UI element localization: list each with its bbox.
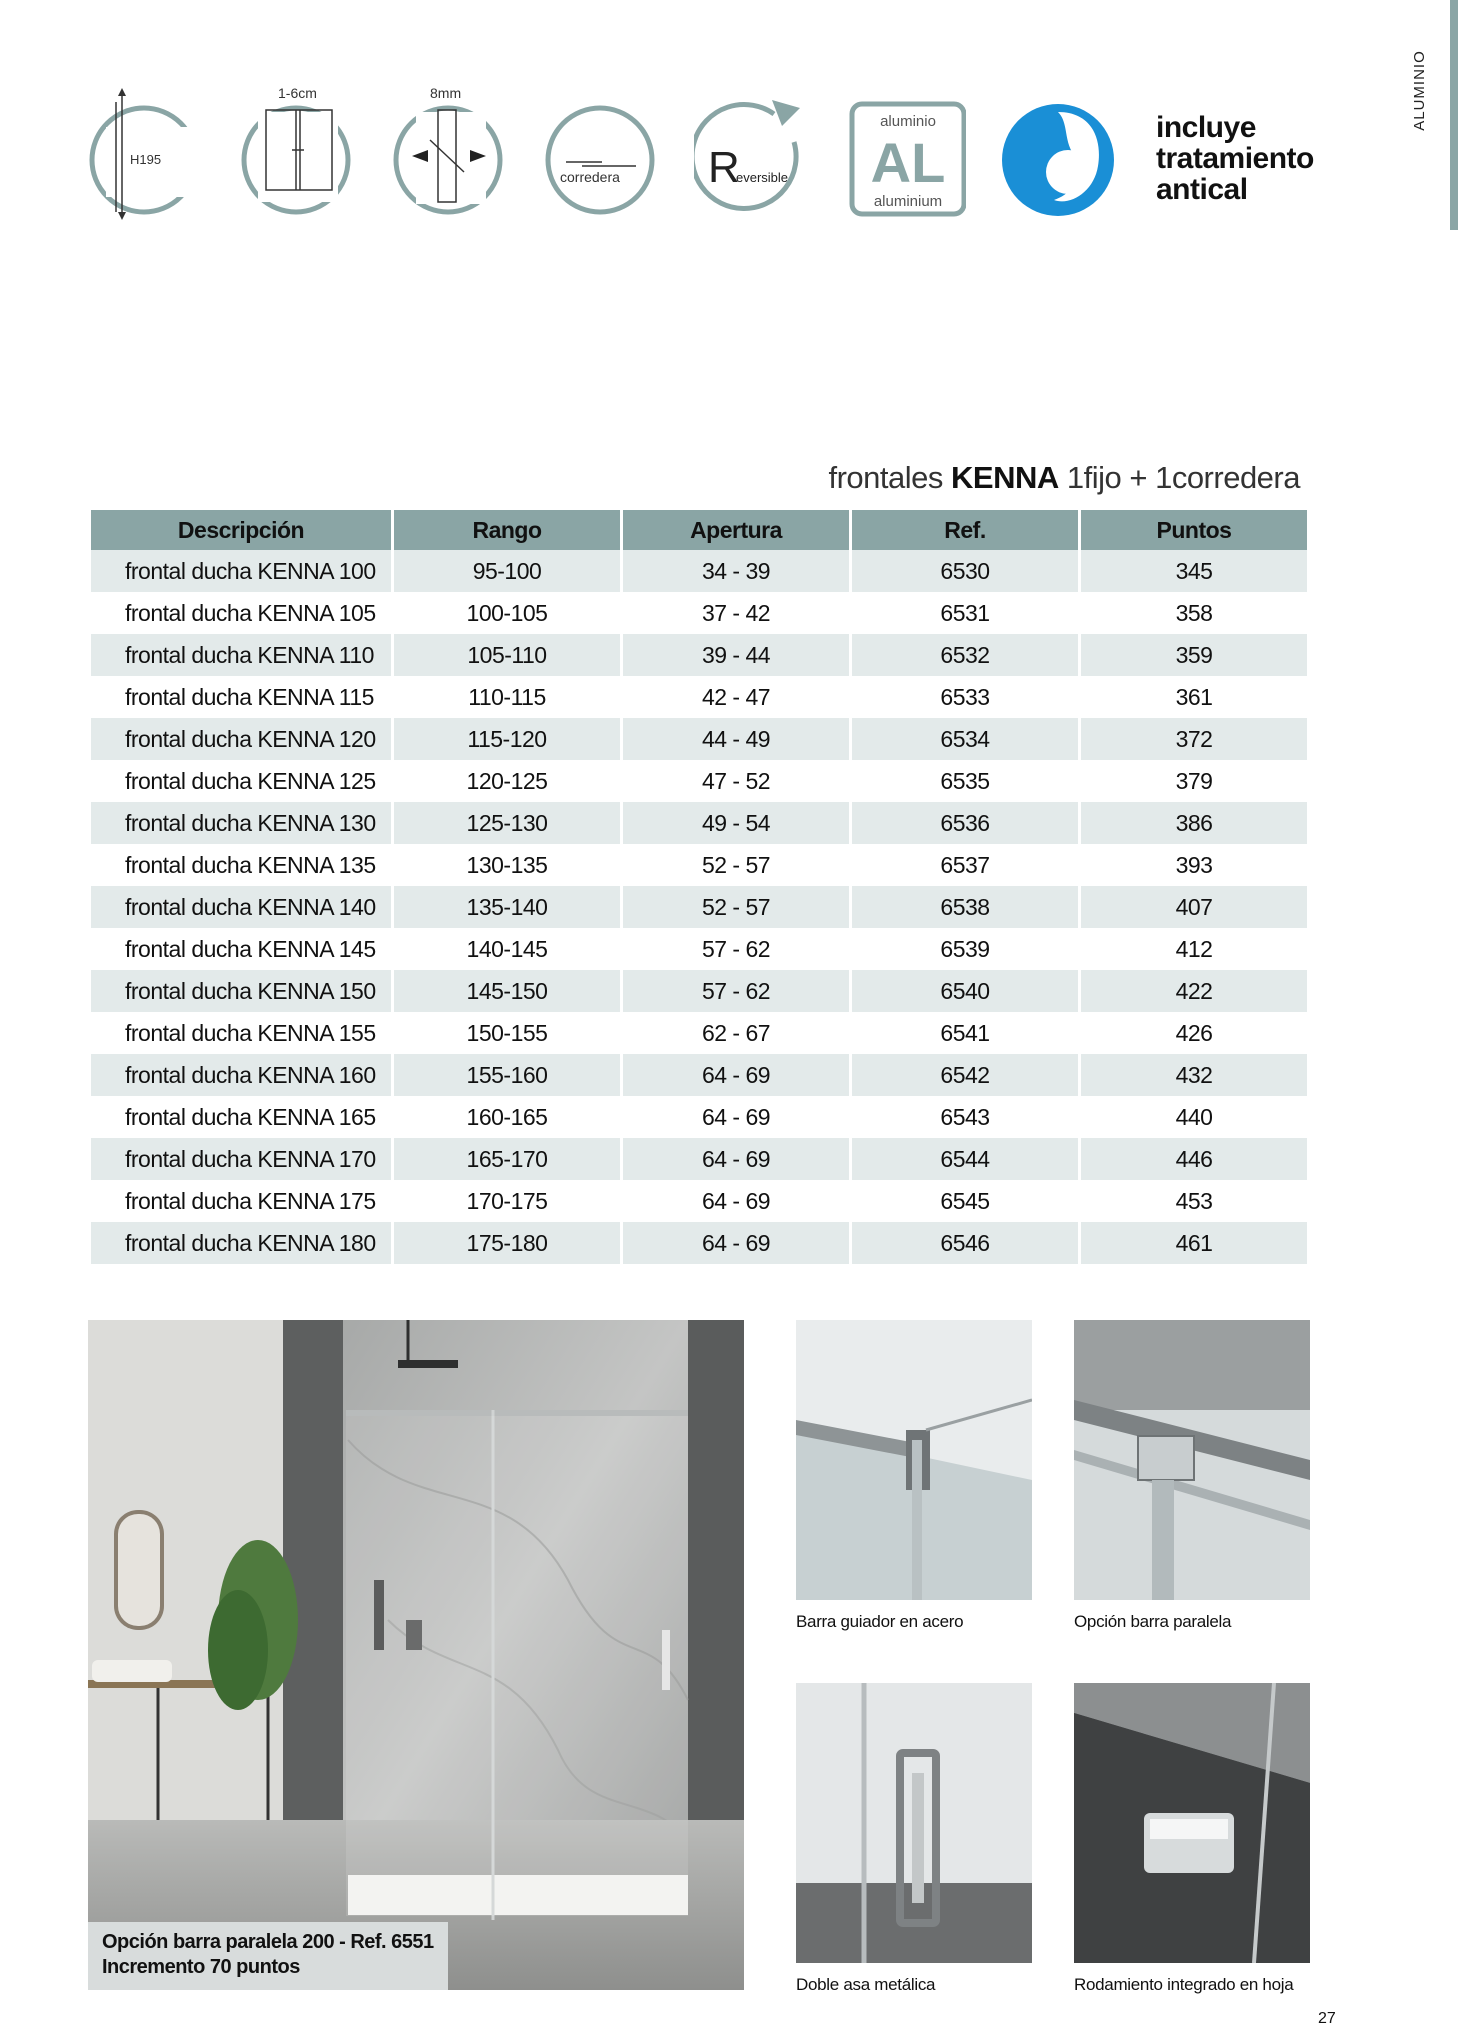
table-row bbox=[91, 634, 1307, 676]
cell-descripcion: frontal ducha KENNA 105 bbox=[91, 592, 391, 634]
cell-puntos: 379 bbox=[1081, 760, 1307, 802]
cell-descripcion: frontal ducha KENNA 145 bbox=[91, 928, 391, 970]
header-puntos: Puntos bbox=[1081, 510, 1307, 550]
cell-puntos: 359 bbox=[1081, 634, 1307, 676]
table-body bbox=[91, 550, 1307, 1264]
thumb-integrated-roller bbox=[1074, 1683, 1310, 1963]
cell-descripcion: frontal ducha KENNA 135 bbox=[91, 844, 391, 886]
cell-rango: 170-175 bbox=[394, 1180, 620, 1222]
cell-rango: 125-130 bbox=[394, 802, 620, 844]
section-tab-label: ALUMINIO bbox=[1410, 49, 1428, 131]
table-header-row bbox=[91, 510, 1307, 550]
thumb-guide-bar bbox=[796, 1320, 1032, 1600]
cell-puntos: 453 bbox=[1081, 1180, 1307, 1222]
cell-ref: 6532 bbox=[852, 634, 1078, 676]
cell-descripcion: frontal ducha KENNA 165 bbox=[91, 1096, 391, 1138]
cell-ref: 6536 bbox=[852, 802, 1078, 844]
table-row bbox=[91, 1138, 1307, 1180]
cell-descripcion: frontal ducha KENNA 115 bbox=[91, 676, 391, 718]
main-caption-line-2: Incremento 70 puntos bbox=[102, 1956, 300, 1978]
table-title-brand: KENNA bbox=[951, 460, 1059, 495]
cell-rango: 120-125 bbox=[394, 760, 620, 802]
aluminium-symbol: AL bbox=[870, 131, 946, 194]
main-product-photo bbox=[88, 1320, 744, 1990]
cell-descripcion: frontal ducha KENNA 175 bbox=[91, 1180, 391, 1222]
thumb-caption-2: Opción barra paralela bbox=[1074, 1612, 1232, 1631]
header-ref: Ref. bbox=[852, 510, 1078, 550]
page-number: 27 bbox=[1318, 2010, 1336, 2027]
cell-rango: 130-135 bbox=[394, 844, 620, 886]
cell-puntos: 386 bbox=[1081, 802, 1307, 844]
header-rango: Rango bbox=[394, 510, 620, 550]
table-row bbox=[91, 1054, 1307, 1096]
table-row bbox=[91, 760, 1307, 802]
cell-apertura: 49 - 54 bbox=[623, 802, 849, 844]
cell-puntos: 372 bbox=[1081, 718, 1307, 760]
cell-apertura: 52 - 57 bbox=[623, 886, 849, 928]
cell-ref: 6544 bbox=[852, 1138, 1078, 1180]
height-icon bbox=[86, 82, 206, 222]
thumb-caption-4: Rodamiento integrado en hoja bbox=[1074, 1975, 1294, 1994]
cell-ref: 6546 bbox=[852, 1222, 1078, 1264]
table-row bbox=[91, 928, 1307, 970]
glass-label: 8mm bbox=[430, 85, 462, 101]
glass-thickness-icon bbox=[390, 82, 510, 222]
cell-descripcion: frontal ducha KENNA 150 bbox=[91, 970, 391, 1012]
main-photo-caption bbox=[88, 1922, 448, 1990]
table-title-suffix: 1fijo + 1corredera bbox=[1066, 460, 1300, 495]
header-apertura: Apertura bbox=[623, 510, 849, 550]
header-descripcion: Descripción bbox=[91, 510, 391, 550]
table-row bbox=[91, 592, 1307, 634]
table-title-prefix: frontales bbox=[828, 460, 943, 495]
reversible-icon bbox=[694, 82, 814, 222]
product-table bbox=[88, 510, 1310, 1264]
cell-puntos: 440 bbox=[1081, 1096, 1307, 1138]
cell-apertura: 44 - 49 bbox=[623, 718, 849, 760]
cell-ref: 6542 bbox=[852, 1054, 1078, 1096]
cell-apertura: 37 - 42 bbox=[623, 592, 849, 634]
cell-descripcion: frontal ducha KENNA 120 bbox=[91, 718, 391, 760]
cell-rango: 145-150 bbox=[394, 970, 620, 1012]
cell-descripcion: frontal ducha KENNA 180 bbox=[91, 1222, 391, 1264]
cell-puntos: 426 bbox=[1081, 1012, 1307, 1054]
cell-ref: 6533 bbox=[852, 676, 1078, 718]
cell-apertura: 64 - 69 bbox=[623, 1096, 849, 1138]
cell-puntos: 446 bbox=[1081, 1138, 1307, 1180]
cell-ref: 6539 bbox=[852, 928, 1078, 970]
cell-puntos: 432 bbox=[1081, 1054, 1307, 1096]
cell-ref: 6545 bbox=[852, 1180, 1078, 1222]
cell-ref: 6534 bbox=[852, 718, 1078, 760]
cell-rango: 110-115 bbox=[394, 676, 620, 718]
table-row bbox=[91, 1096, 1307, 1138]
cell-descripcion: frontal ducha KENNA 130 bbox=[91, 802, 391, 844]
cell-puntos: 345 bbox=[1081, 550, 1307, 592]
cell-ref: 6531 bbox=[852, 592, 1078, 634]
reversible-letter: R bbox=[708, 143, 740, 192]
cell-rango: 100-105 bbox=[394, 592, 620, 634]
cell-rango: 165-170 bbox=[394, 1138, 620, 1180]
cell-apertura: 64 - 69 bbox=[623, 1180, 849, 1222]
reversible-label: eversible bbox=[736, 170, 789, 185]
cell-rango: 140-145 bbox=[394, 928, 620, 970]
cell-rango: 95-100 bbox=[394, 550, 620, 592]
cell-ref: 6543 bbox=[852, 1096, 1078, 1138]
thumb-caption-3: Doble asa metálica bbox=[796, 1975, 936, 1994]
antical-badge-icon bbox=[998, 82, 1118, 222]
cell-rango: 160-165 bbox=[394, 1096, 620, 1138]
antical-line-2: tratamiento bbox=[1156, 142, 1314, 175]
cell-apertura: 39 - 44 bbox=[623, 634, 849, 676]
table-row bbox=[91, 718, 1307, 760]
table-row bbox=[91, 802, 1307, 844]
table-row bbox=[91, 970, 1307, 1012]
table-row bbox=[91, 550, 1307, 592]
cell-puntos: 358 bbox=[1081, 592, 1307, 634]
cell-apertura: 62 - 67 bbox=[623, 1012, 849, 1054]
thumb-caption-1: Barra guiador en acero bbox=[796, 1612, 964, 1631]
table-row bbox=[91, 886, 1307, 928]
cell-ref: 6537 bbox=[852, 844, 1078, 886]
range-icon bbox=[238, 82, 358, 222]
cell-apertura: 34 - 39 bbox=[623, 550, 849, 592]
section-color-bar bbox=[1450, 0, 1458, 230]
cell-rango: 135-140 bbox=[394, 886, 620, 928]
cell-ref: 6530 bbox=[852, 550, 1078, 592]
cell-puntos: 393 bbox=[1081, 844, 1307, 886]
cell-descripcion: frontal ducha KENNA 140 bbox=[91, 886, 391, 928]
antical-feature-text bbox=[1156, 112, 1314, 205]
thumb-double-handle bbox=[796, 1683, 1032, 1963]
cell-apertura: 47 - 52 bbox=[623, 760, 849, 802]
cell-descripcion: frontal ducha KENNA 125 bbox=[91, 760, 391, 802]
table-row bbox=[91, 676, 1307, 718]
cell-descripcion: frontal ducha KENNA 100 bbox=[91, 550, 391, 592]
cell-puntos: 422 bbox=[1081, 970, 1307, 1012]
aluminium-top-label: aluminio bbox=[880, 113, 936, 130]
cell-rango: 155-160 bbox=[394, 1054, 620, 1096]
cell-rango: 150-155 bbox=[394, 1012, 620, 1054]
aluminium-icon bbox=[846, 82, 966, 222]
antical-line-1: incluye bbox=[1156, 111, 1256, 144]
cell-puntos: 461 bbox=[1081, 1222, 1307, 1264]
cell-rango: 175-180 bbox=[394, 1222, 620, 1264]
antical-line-3: antical bbox=[1156, 173, 1248, 206]
cell-descripcion: frontal ducha KENNA 160 bbox=[91, 1054, 391, 1096]
table-row bbox=[91, 1012, 1307, 1054]
cell-ref: 6538 bbox=[852, 886, 1078, 928]
cell-puntos: 412 bbox=[1081, 928, 1307, 970]
cell-rango: 115-120 bbox=[394, 718, 620, 760]
section-tab bbox=[1404, 40, 1434, 140]
table-row bbox=[91, 844, 1307, 886]
sliding-label: corredera bbox=[560, 169, 620, 185]
cell-apertura: 64 - 69 bbox=[623, 1138, 849, 1180]
cell-apertura: 57 - 62 bbox=[623, 928, 849, 970]
cell-apertura: 64 - 69 bbox=[623, 1222, 849, 1264]
aluminium-bottom-label: aluminium bbox=[873, 193, 943, 210]
height-label: H195 bbox=[130, 152, 162, 167]
cell-apertura: 64 - 69 bbox=[623, 1054, 849, 1096]
cell-apertura: 52 - 57 bbox=[623, 844, 849, 886]
cell-descripcion: frontal ducha KENNA 110 bbox=[91, 634, 391, 676]
table-row bbox=[91, 1222, 1307, 1264]
cell-ref: 6535 bbox=[852, 760, 1078, 802]
cell-puntos: 361 bbox=[1081, 676, 1307, 718]
cell-apertura: 57 - 62 bbox=[623, 970, 849, 1012]
cell-puntos: 407 bbox=[1081, 886, 1307, 928]
cell-ref: 6540 bbox=[852, 970, 1078, 1012]
cell-apertura: 42 - 47 bbox=[623, 676, 849, 718]
main-caption-line-1: Opción barra paralela 200 - Ref. 6551 bbox=[102, 1931, 434, 1953]
range-label: 1-6cm bbox=[278, 85, 317, 101]
table-title bbox=[500, 460, 1300, 496]
cell-ref: 6541 bbox=[852, 1012, 1078, 1054]
table-row bbox=[91, 1180, 1307, 1222]
sliding-door-icon bbox=[542, 82, 662, 222]
cell-descripcion: frontal ducha KENNA 170 bbox=[91, 1138, 391, 1180]
cell-rango: 105-110 bbox=[394, 634, 620, 676]
thumb-parallel-bar bbox=[1074, 1320, 1310, 1600]
cell-descripcion: frontal ducha KENNA 155 bbox=[91, 1012, 391, 1054]
